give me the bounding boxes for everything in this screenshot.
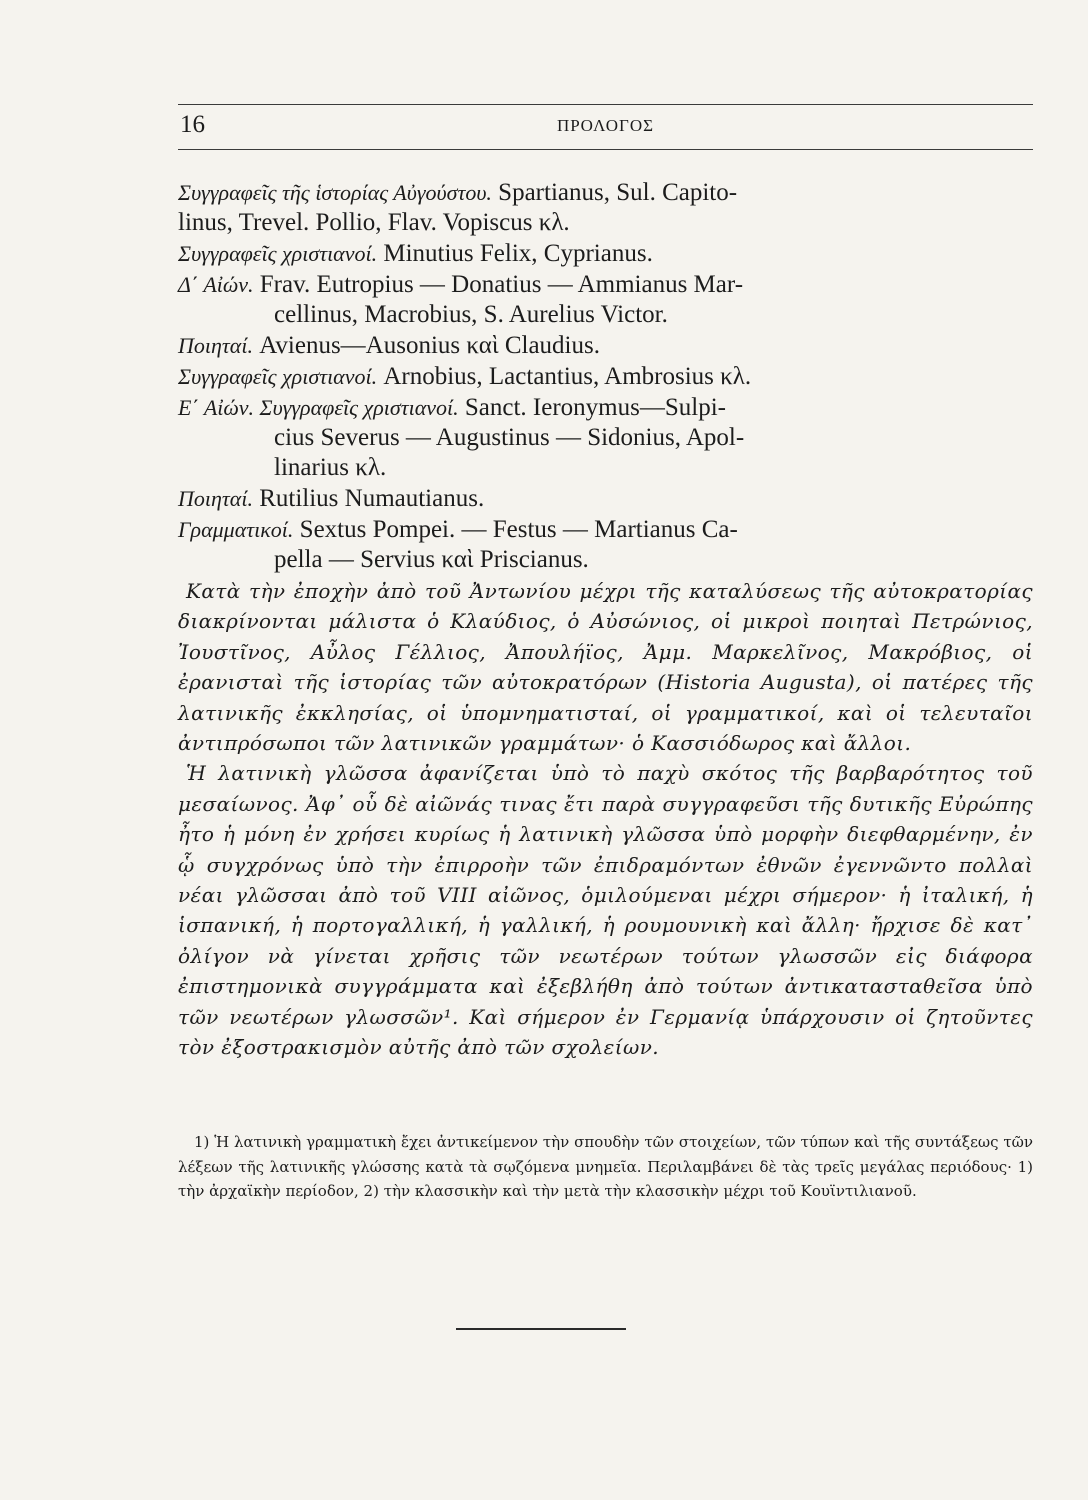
entry-category: Συγγραφεῖς χριστιανοί.	[178, 364, 378, 389]
entry-category: Συγγραφεῖς χριστιανοί.	[178, 241, 378, 266]
main-text	[178, 178, 1033, 1063]
entry-names-continued: pella — Servius καὶ Priscianus.	[274, 546, 589, 573]
entry-category: Συγγραφεῖς τῆς ἱστορίας Αὐγούστου.	[178, 180, 492, 205]
author-list-entry	[178, 270, 1033, 330]
author-list-entry	[178, 484, 1033, 514]
entry-names: Sanct. Ieronymus—Sulpi-	[458, 394, 726, 421]
entry-category: Ε΄ Αἰών. Συγγραφεῖς χριστιανοί.	[178, 395, 459, 420]
author-list-entry	[178, 178, 1033, 238]
running-title: ΠΡΟΛΟΓΟΣ	[556, 116, 655, 135]
entry-category: Ποιηταί.	[178, 333, 253, 358]
entry-category: Γραμματικοί.	[178, 517, 294, 542]
section-end-rule	[456, 1328, 626, 1330]
entry-names: Rutilius Numautianus.	[252, 485, 485, 512]
page-number: 16	[180, 111, 205, 138]
page-header	[178, 104, 1033, 150]
paragraph	[178, 758, 1033, 1062]
author-list-entry	[178, 362, 1033, 392]
paragraph	[178, 576, 1033, 758]
entry-names: Minutius Felix, Cyprianus.	[377, 240, 653, 267]
footnote	[178, 1130, 1033, 1204]
footnote-text: 1) Ἡ λατινικὴ γραμματικὴ ἔχει ἀντικείμενον τὴν σπουδὴν τῶν στοιχείων, τῶν τύπων καὶ τῆς συντάξεως τῶν λέξεων τῆς λατινικῆς γλώσσης κατὰ τὰ σῳζόμενα μνημεῖα. Περιλαμβάνει δὲ τὰς τρεῖς μεγάλας περιόδους· 1) τὴν ἀρχαϊκὴν περίοδον, 2) τὴν κλασσικὴν καὶ τὴν μετὰ τὴν κλασσικὴν μέχρι τοῦ Κουϊντιλιανοῦ.	[178, 1133, 1033, 1200]
entry-names: Arnobius, Lactantius, Ambrosius κλ.	[377, 363, 752, 390]
entry-names-continued: linus, Trevel. Pollio, Flav. Vopiscus κλ.	[178, 209, 570, 236]
author-list-entry	[178, 331, 1033, 361]
entry-names: Spartianus, Sul. Capito-	[491, 179, 738, 206]
author-list-entry	[178, 239, 1033, 269]
entry-category: Ποιηταί.	[178, 486, 253, 511]
entry-names-continued: cius Severus — Augustinus — Sidonius, Apol-	[274, 424, 745, 451]
author-list-entry	[178, 393, 1033, 483]
paragraph-text: Κατὰ τὴν ἐποχὴν ἀπὸ τοῦ Ἀντωνίου μέχρι τῆς καταλύσεως τῆς αὐτοκρατορίας διακρίνονται μάλιστα ὁ Κλαύδιος, ὁ Αὐσώνιος, οἱ μικροὶ ποιηταὶ Πετρώνιος, Ἰουστῖνος, Αὖλος Γέλλιος, Ἀπουλήϊος, Ἀμμ. Μαρκελῖνος, Μακρόβιος, οἱ ἐρανισταὶ τῆς ἱστορίας τῶν αὐτοκρατόρων (Historia Augusta), οἱ πατέρες τῆς λατινικῆς ἐκκλησίας, οἱ ὑπομνηματισταί, οἱ γραμματικοί, καὶ οἱ τελευταῖοι ἀντιπρόσωποι τῶν λατινικῶν γραμμάτων· ὁ Κασσιόδωρος καὶ ἄλλοι.	[178, 579, 1033, 756]
entry-category: Δ΄ Αἰών.	[178, 272, 254, 297]
entry-names-continued: cellinus, Macrobius, S. Aurelius Victor.	[274, 301, 668, 328]
author-list-entry	[178, 515, 1033, 575]
entry-names: Frav. Eutropius — Donatius — Ammianus Mar-	[253, 271, 744, 298]
entry-names: Sextus Pompei. — Festus — Martianus Ca-	[293, 516, 738, 543]
entry-names-continued: linarius κλ.	[274, 454, 387, 481]
entry-names: Avienus—Ausonius καὶ Claudius.	[252, 332, 600, 359]
paragraph-text: Ἡ λατινικὴ γλῶσσα ἀφανίζεται ὑπὸ τὸ παχὺ σκότος τῆς βαρβαρότητος τοῦ μεσαίωνος. Ἀφ᾽ οὗ δὲ αἰῶνάς τινας ἔτι παρὰ συγγραφεῦσι τῆς δυτικῆς Εὐρώπης ἦτο ἡ μόνη ἐν χρήσει κυρίως ἡ λατινικὴ γλῶσσα ὑπὸ μορφὴν διεφθαρμένην, ἐν ᾧ συγχρόνως ὑπὸ τὴν ἐπιρροὴν τῶν ἐπιδραμόντων ἐθνῶν ἐγεννῶντο πολλαὶ νέαι γλῶσσαι ἀπὸ τοῦ VIII αἰῶνος, ὁμιλούμεναι μέχρι σήμερον· ἡ ἰταλική, ἡ ἱσπανική, ἡ πορτογαλλική, ἡ γαλλική, ἡ ρουμουνικὴ καὶ ἄλλη· ἤρχισε δὲ κατ᾽ ὀλίγον νὰ γίνεται χρῆσις τῶν νεωτέρων τούτων γλωσσῶν εἰς διάφορα ἐπιστημονικὰ συγγράμματα καὶ ἐξεβλήθη ἀπὸ τούτων ἀντικατασταθεῖσα ὑπὸ τῶν νεωτέρων γλωσσῶν¹. Καὶ σήμερον ἐν Γερμανίᾳ ὑπάρχουσιν οἱ ζητοῦντες τὸν ἐξοστρακισμὸν αὐτῆς ἀπὸ τῶν σχολείων.	[178, 761, 1033, 1060]
